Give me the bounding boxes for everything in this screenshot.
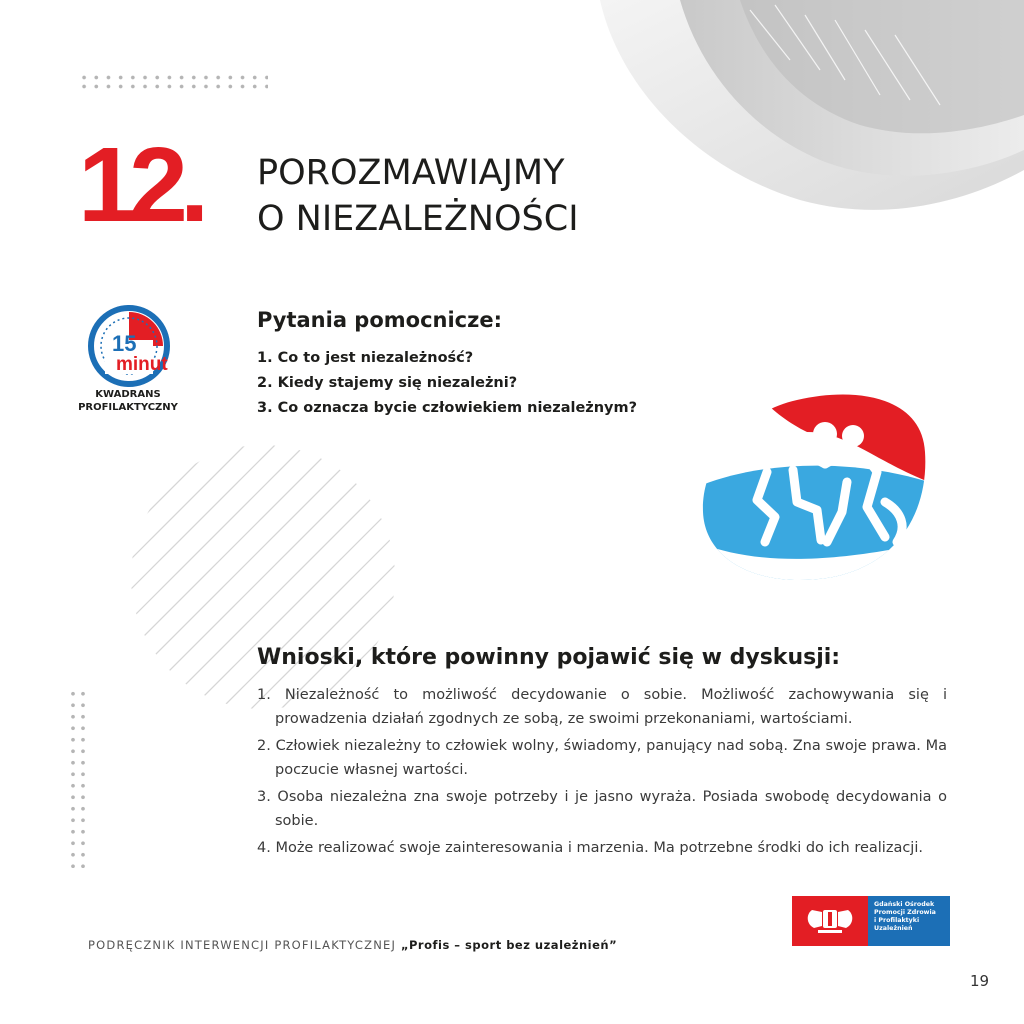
conclusions-heading: Wnioski, które powinny pojawić się w dyskusji: [257, 645, 841, 670]
conclusion-item: 4. Może realizować swoje zainteresowania i marzenia. Ma potrzebne środki do ich realizacji. [257, 840, 923, 856]
conclusion-item: 2. Człowiek niezależny to człowiek wolny, świadomy, panujący nad sobą. Zna swoje prawa. Ma poczucie własnej wartości. [257, 738, 947, 778]
question-item: 1. Co to jest niezależność? [257, 350, 474, 366]
conclusion-item: 3. Osoba niezależna zna swoje potrzeby i je jasno wyraża. Posiada swobodę decydowania o sobie. [257, 789, 947, 829]
questions-heading: Pytania pomocnicze: [257, 308, 502, 332]
logo-line3: i Profilaktyki [874, 917, 920, 924]
background-swoosh [560, 0, 1024, 220]
conclusion-item: 1. Niezależność to możliwość decydowanie o sobie. Możliwość zachowywania się i prowadzenia działań zgodnych ze sobą, ze swoimi przekonaniami, wartościami. [257, 687, 947, 727]
question-item: 3. Co oznacza bycie człowiekiem niezależnym? [257, 400, 638, 416]
badge-unit: minut [116, 354, 168, 375]
question-item: 2. Kiedy stajemy się niezależni? [257, 375, 518, 391]
conclusions-list [257, 683, 947, 863]
organization-name [868, 896, 950, 946]
page-title [257, 150, 579, 242]
badge-caption-line1: KWADRANS [95, 389, 161, 400]
page-title-line2: O NIEZALEŻNOŚCI [257, 199, 579, 239]
footer-caption [88, 938, 617, 952]
badge-caption [70, 388, 186, 414]
hatched-circle-decoration [128, 442, 398, 712]
wrestlers-pictogram-icon [697, 392, 929, 584]
footer-text: PODRĘCZNIK INTERWENCJI PROFILAKTYCZNEJ [88, 938, 401, 952]
questions-list [257, 346, 637, 421]
page-title-line1: POROZMAWIAJMY [257, 153, 565, 193]
logo-line4: Uzależnień [874, 925, 913, 932]
badge-number: 15 [112, 331, 137, 356]
logo-line1: Gdański Ośrodek [874, 901, 935, 908]
badge-caption-line2: PROFILAKTYCZNY [78, 402, 178, 413]
logo-line2: Promocji Zdrowia [874, 909, 936, 916]
gdansk-coat-of-arms-icon [792, 896, 868, 946]
decorative-dots-column [68, 688, 90, 868]
organization-logo [792, 896, 950, 946]
decorative-dots-row [78, 73, 268, 93]
section-number: 12. [78, 126, 202, 244]
page-number: 19 [970, 972, 990, 990]
footer-bold-title: „Profis – sport bez uzależnień” [400, 938, 618, 952]
